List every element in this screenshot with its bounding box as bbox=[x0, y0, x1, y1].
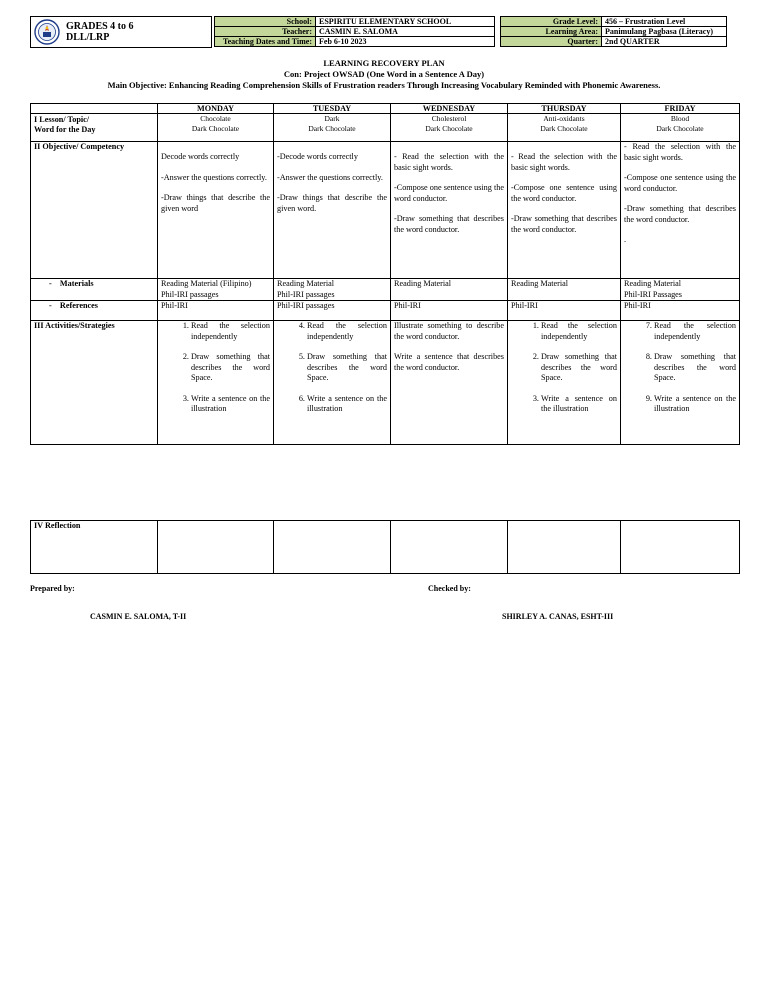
objective-item: -Draw something that describes the word conductor. bbox=[624, 204, 736, 224]
reflection-cell bbox=[621, 521, 740, 574]
bullet-dash: - bbox=[49, 301, 60, 310]
word-sub: Dark Chocolate bbox=[308, 123, 356, 133]
material-item: Reading Material (Filipino) bbox=[161, 279, 252, 288]
objective-item: -Answer the questions correctly. bbox=[277, 172, 383, 182]
prepared-by-label: Prepared by: bbox=[30, 584, 75, 593]
materials-row bbox=[31, 279, 740, 301]
checked-by-label: Checked by: bbox=[428, 584, 471, 593]
objective-item: -Draw things that describe the given word. bbox=[277, 193, 387, 213]
reference-item: Phil-IRI bbox=[158, 301, 274, 321]
activity-item: 5. Draw something that describes the word Space. bbox=[307, 352, 387, 384]
objective-item: -Compose one sentence using the word conductor. bbox=[511, 183, 617, 203]
activity-item: 3. Write a sentence on the illustration bbox=[541, 394, 617, 415]
material-item: Reading Material bbox=[394, 279, 452, 288]
activity-item: 2. Draw something that describes the word Space. bbox=[191, 352, 270, 384]
objective-item: -Decode words correctly bbox=[277, 152, 358, 161]
word-main: Cholesterol bbox=[431, 114, 467, 123]
activity-item: 6. Write a sentence on the illustration bbox=[307, 394, 387, 415]
dll-label: DLL/LRP bbox=[66, 32, 110, 43]
grades-label: GRADES 4 to 6 bbox=[66, 21, 134, 32]
objective-item: -Compose one sentence using the word conductor. bbox=[624, 173, 736, 193]
word-main: Chocolate bbox=[200, 114, 231, 123]
dates-label: Teaching Dates and Time: bbox=[215, 37, 316, 47]
activity-item: 1. Read the selection independently bbox=[191, 321, 270, 342]
activity-item: 1. Read the selection independently bbox=[541, 321, 617, 342]
reference-item: Phil-IRI bbox=[391, 301, 508, 321]
day-header: FRIDAY bbox=[621, 104, 740, 114]
info-table-left bbox=[214, 16, 495, 47]
materials-label: Materials bbox=[59, 279, 94, 288]
doc-con: Con: Project OWSAD (One Word in a Sentence A Day) bbox=[283, 69, 485, 79]
day-header: MONDAY bbox=[158, 104, 274, 114]
activity-item: 4. Read the selection independently bbox=[307, 321, 387, 342]
reference-item: Phil-IRI bbox=[621, 301, 740, 321]
doc-title: LEARNING RECOVERY PLAN bbox=[323, 58, 445, 68]
objective-item: -Draw something that describes the word conductor. bbox=[394, 214, 504, 234]
activity-item: 2. Draw something that describes the word Space. bbox=[541, 352, 617, 384]
word-sub: Dark Chocolate bbox=[656, 123, 704, 133]
reflection-label: IV Reflection bbox=[31, 521, 158, 574]
area-label: Learning Area: bbox=[501, 27, 602, 37]
activity-item: 3. Write a sentence on the illustration bbox=[191, 394, 270, 415]
objective-item: -Draw things that describe the given word bbox=[161, 193, 270, 213]
word-main: Dark bbox=[324, 114, 340, 123]
objective-item: -Answer the questions correctly. bbox=[161, 172, 267, 182]
teacher-value: CASMIN E. SALOMA bbox=[316, 27, 495, 37]
material-item: Reading Material bbox=[624, 279, 682, 288]
day-header: TUESDAY bbox=[274, 104, 391, 114]
references-label: References bbox=[59, 301, 98, 310]
lesson-row bbox=[31, 114, 740, 142]
checked-by-name: SHIRLEY A. CANAS, ESHT-III bbox=[502, 612, 614, 621]
lesson-label: I Lesson/ Topic/ bbox=[34, 115, 90, 124]
reflection-cell bbox=[158, 521, 274, 574]
objective-row bbox=[31, 142, 740, 279]
material-item: Phil-IRI passages bbox=[277, 289, 335, 299]
activity-item: 7. Read the selection independently bbox=[654, 321, 736, 342]
prepared-by-name: CASMIN E. SALOMA, T-II bbox=[90, 612, 187, 621]
references-row bbox=[31, 301, 740, 321]
word-main: Blood bbox=[670, 114, 690, 123]
day-header: THURSDAY bbox=[508, 104, 621, 114]
corner-cell bbox=[31, 104, 158, 114]
objective-label: II Objective/ Competency bbox=[31, 142, 158, 279]
teacher-label: Teacher: bbox=[215, 27, 316, 37]
reflection-cell bbox=[391, 521, 508, 574]
word-sub: Dark Chocolate bbox=[540, 123, 588, 133]
activity-item: Illustrate something to describe the word conductor. bbox=[394, 321, 504, 341]
activities-row bbox=[31, 321, 740, 445]
dates-value: Feb 6-10 2023 bbox=[316, 37, 495, 47]
header-logo-box bbox=[30, 16, 212, 48]
reflection-cell bbox=[508, 521, 621, 574]
objective-item: - Read the selection with the basic sight words. bbox=[624, 142, 736, 162]
activity-item: 8. Draw something that describes the word Space. bbox=[654, 352, 736, 384]
reference-item: Phil-IRI bbox=[508, 301, 621, 321]
lesson-plan-table bbox=[30, 103, 740, 445]
reflection-cell bbox=[274, 521, 391, 574]
school-label: School: bbox=[215, 17, 316, 27]
objective-item: - Read the selection with the basic sight words. bbox=[511, 152, 617, 172]
deped-seal-icon bbox=[34, 19, 60, 45]
word-main: Anti-oxidants bbox=[543, 114, 585, 123]
lesson-label-2: Word for the Day bbox=[34, 125, 96, 134]
quarter-value: 2nd QUARTER bbox=[602, 37, 727, 47]
grade-label: Grade Level: bbox=[501, 17, 602, 27]
objective-item: Decode words correctly bbox=[161, 152, 240, 161]
word-sub: Dark Chocolate bbox=[191, 123, 240, 133]
material-item: Reading Material bbox=[511, 279, 569, 288]
material-item: Phil-IRI passages bbox=[161, 289, 219, 299]
reference-item: Phil-IRI passages bbox=[274, 301, 391, 321]
school-value: ESPIRITU ELEMENTARY SCHOOL bbox=[316, 17, 495, 27]
objective-item: . bbox=[624, 235, 627, 244]
activities-label: III Activities/Strategies bbox=[31, 321, 158, 445]
info-table-right bbox=[500, 16, 727, 47]
material-item: Phil-IRI Passages bbox=[624, 289, 682, 299]
objective-item: -Draw something that describes the word conductor. bbox=[511, 214, 617, 234]
material-item: Reading Material bbox=[277, 279, 335, 288]
objective-item: - Read the selection with the basic sight words. bbox=[394, 152, 504, 172]
grade-value: 456 – Frustration Level bbox=[602, 17, 727, 27]
quarter-label: Quarter: bbox=[501, 37, 602, 47]
area-value: Panimulang Pagbasa (Literacy) bbox=[602, 27, 727, 37]
objective-item: -Compose one sentence using the word conductor. bbox=[394, 183, 504, 203]
activity-item: Write a sentence that describes the word conductor. bbox=[394, 352, 504, 372]
doc-main-objective: Main Objective: Enhancing Reading Comprehension Skills of Frustration readers Through Increasing Vocabulary Reminded with Phonemic Awareness. bbox=[107, 80, 661, 90]
activity-item: 9. Write a sentence on the illustration bbox=[654, 394, 736, 415]
day-header-row bbox=[31, 104, 740, 114]
reflection-table bbox=[30, 520, 740, 574]
word-sub: Dark Chocolate bbox=[425, 123, 473, 133]
bullet-dash: - bbox=[49, 279, 60, 288]
day-header: WEDNESDAY bbox=[391, 104, 508, 114]
